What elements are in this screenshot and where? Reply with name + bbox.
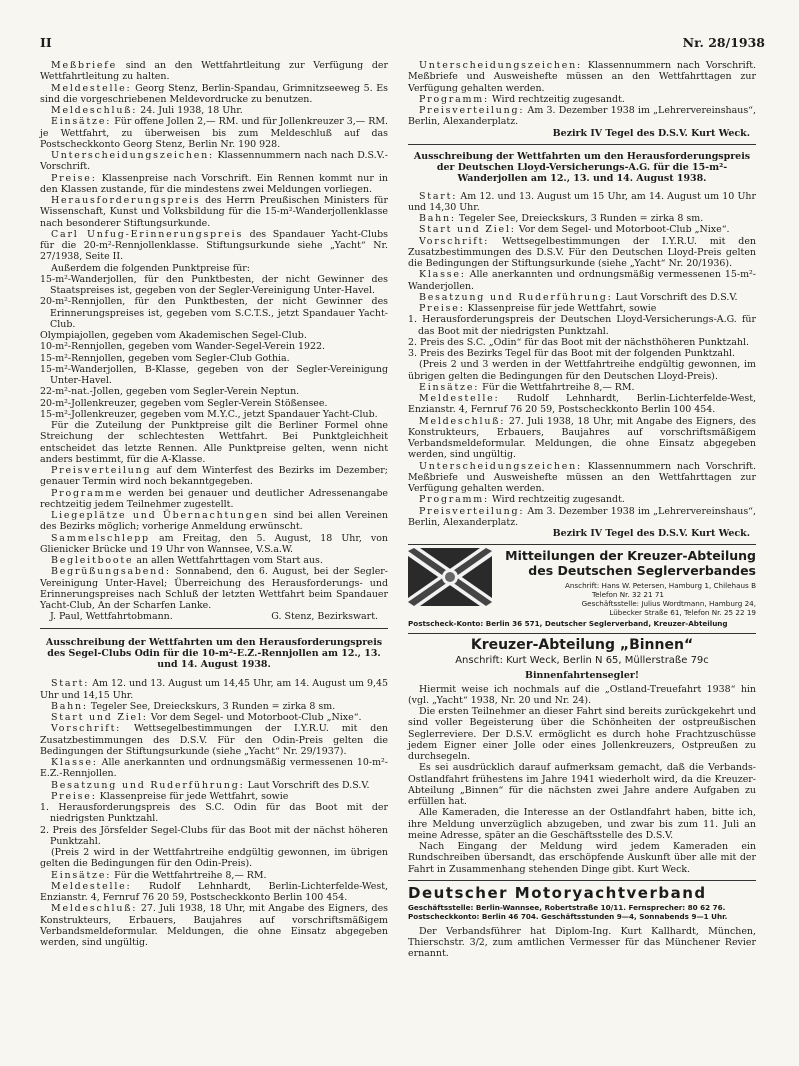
right-column xyxy=(408,60,756,960)
issue-number: Nr. 28/1938 xyxy=(682,35,765,50)
paragraph xyxy=(40,555,388,566)
list-item: 1. Herausforderungspreis der Deutschen Lloyd-Versicherungs-A.G. für das Boot mit der niedrigsten Punktzahl. xyxy=(408,314,756,337)
paragraph-text: Klassennummern nach Vorschrift. Meßbriefe und Ausweishefte müssen an den Wettfahrttagen zur Verfügung gehalten werden. xyxy=(408,460,756,494)
paragraph-keyword: Bahn: xyxy=(51,700,88,712)
left-column xyxy=(40,60,388,948)
paragraph-keyword: Meßbriefe xyxy=(51,60,117,71)
paragraph-keyword: Vorschrift: xyxy=(419,235,490,247)
paragraph xyxy=(40,116,388,150)
paragraph-text: auf dem Winterfest des Bezirks im Dezember; genauer Termin wird noch bekanntgegeben. xyxy=(40,465,388,488)
paragraph-keyword: Einsätze: xyxy=(419,381,480,393)
kreuzer-abteilung-box xyxy=(408,548,756,617)
paragraph-keyword: Start und Ziel: xyxy=(419,224,516,236)
burgee-flag-icon xyxy=(408,548,492,606)
announcement-prev-tail xyxy=(408,60,756,128)
list-item: 2. Preis des Jörsfelder Segel-Clubs für das Boot mit der nächst höheren Punktzahl. xyxy=(40,824,388,847)
paragraph-text: Alle anerkannten und ordnungsmäßig vermessenen 10-m²-E.Z.-Rennjollen. xyxy=(40,757,388,780)
paragraph xyxy=(40,488,388,511)
signature-paul: J. Paul, Wettfahrtobmann. xyxy=(50,611,173,623)
postscheck-line: Postscheck-Konto: Berlin 36 571, Deutscher Seglerverband, Kreuzer-Abteilung xyxy=(408,619,728,629)
paragraph xyxy=(40,712,388,723)
paragraph xyxy=(40,780,388,791)
paragraph xyxy=(40,465,388,488)
paragraph xyxy=(408,359,756,382)
list-item: 15-m²-Jollenkreuzer, gegeben vom M.Y.C., jetzt Spandauer Yacht-Club. xyxy=(40,408,378,420)
odin-prize-list xyxy=(40,802,388,847)
paragraph-keyword: Herausforderungspreis xyxy=(51,195,201,206)
binnen-address: Anschrift: Kurt Weck, Berlin N 65, Müllerstraße 79c xyxy=(455,655,709,667)
address-line: Geschäftsstelle: Julius Wordtmann, Hamburg 24, xyxy=(581,599,756,609)
paragraph-keyword: Preisverteilung: xyxy=(419,105,525,116)
paragraph-text: am Freitag, den 5. August, 18 Uhr, von Glienicker Brücke und 19 Uhr von Wannsee, V.S.a.W. xyxy=(40,532,388,555)
announcement-odin-b xyxy=(40,847,388,948)
dmyv-account: Postscheckkonto: Berlin 46 704. Geschäftsstunden 9—4, Sonnabends 9—1 Uhr. xyxy=(408,911,728,921)
paragraph-keyword: Meldeschluß: xyxy=(51,105,138,116)
paragraph-keyword: Bahn: xyxy=(419,213,456,224)
signature-bezirk-2: Bezirk IV Tegel des D.S.V. Kurt Weck. xyxy=(552,528,750,539)
paragraph xyxy=(408,461,756,495)
paragraph-text: (Preis 2 wird in der Wettfahrtreihe endgültig gewonnen, im übrigen gelten die Bedingungen für den Odin-Preis). xyxy=(40,847,388,870)
announcement-lloyd xyxy=(408,191,756,315)
paragraph xyxy=(408,494,756,505)
paragraph-text: Georg Stenz, Berlin-Spandau, Grimnitzseeweg 5. Es sind die vorgeschriebenen Meldevordrucke zu benutzen. xyxy=(40,82,388,105)
paragraph: Es sei ausdrücklich darauf aufmerksam gemacht, daß die Verbands-Ostlandfahrt frühestens im Jahre 1941 wiederholt wird, da die Kreuzer-Abteilung „Binnen“ für die nächsten zwei Jahre andere Aufgaben zu erfüllen hat. xyxy=(408,762,756,807)
divider xyxy=(408,144,756,145)
paragraph-keyword: Einsätze: xyxy=(51,116,112,128)
paragraph-text: des Herrn Preußischen Ministers für Wissenschaft, Kunst und Volksbildung für die 15-m²-Wanderjollenklasse nach besonderer Stiftungsurkunde. xyxy=(40,195,388,229)
paragraph-text: 27. Juli 1938, 18 Uhr, mit Angabe des Eigners, des Konstrukteurs, Erbauers, Baujahres auf vorschriftsmäßigem Verbandsmeldeformular. Meldungen, die ohne Einsatz abgegeben werden, sind ungültig. xyxy=(408,415,756,461)
paragraph-keyword: Sammelschlepp xyxy=(51,532,150,544)
paragraph-keyword: Programm: xyxy=(419,494,490,506)
paragraph-text: 27. Juli 1938, 18 Uhr, mit Angabe des Eigners, des Konstrukteurs, Erbauers, Baujahres auf vorschriftsmäßigem Verbandsmeldeformular. Meldungen, die ohne Einsatz abgegeben werden, sind ungültig. xyxy=(40,903,388,948)
paragraph xyxy=(408,236,756,270)
signature-stenz: G. Stenz, Bezirkswart. xyxy=(271,611,378,623)
paragraph-text: Vor dem Segel- und Motorboot-Club „Nixe“. xyxy=(147,712,362,723)
paragraph xyxy=(408,506,756,529)
divider xyxy=(408,544,756,545)
list-item: 2. Preis des S.C. „Odin“ für das Boot mit der nächsthöheren Punktzahl. xyxy=(408,336,749,348)
heading-lloyd: Ausschreibung der Wettfahrten um den Herausforderungspreis der Deutschen Lloyd-Versicherungs-A.G. für die 15-m²-Wanderjollen am 12., 13. und 14. August 1938. xyxy=(413,150,751,185)
paragraph-text: Für die Wettfahrtreihe 8,— RM. xyxy=(111,869,267,881)
paragraph-text: Am 12. und 13. August um 15 Uhr, am 14. August um 10 Uhr und 14,30 Uhr. xyxy=(408,190,756,213)
announcement-lloyd-b xyxy=(408,359,756,528)
paragraph-text: Am 3. Dezember 1938 im „Lehrervereinshaus“, Berlin, Alexanderplatz. xyxy=(408,105,756,128)
paragraph: Hiermit weise ich nochmals auf die „Ostland-Treuefahrt 1938“ hin (vgl. „Yacht“ 1938, Nr. 20 und Nr. 24). xyxy=(408,683,756,706)
paragraph xyxy=(40,678,388,701)
paragraph-keyword: Preise: xyxy=(51,790,97,802)
paragraph xyxy=(408,213,756,224)
divider xyxy=(408,633,756,634)
address-line: Lübecker Straße 61, Telefon Nr. 25 22 19 xyxy=(609,608,756,618)
list-item: 3. Preis des Bezirks Tegel für das Boot mit der folgenden Punktzahl. xyxy=(408,348,736,359)
paragraph-keyword: Meldestelle: xyxy=(51,880,132,892)
paragraph xyxy=(408,191,756,214)
paragraph xyxy=(40,791,388,802)
signature-bezirk-1: Bezirk IV Tegel des D.S.V. Kurt Weck. xyxy=(552,127,750,139)
paragraph xyxy=(40,903,388,948)
paragraph-text: Klassenpreise nach Vorschrift. Ein Rennen kommt nur in den Klassen zustande, für die mindestens zwei Meldungen vorliegen. xyxy=(40,172,388,195)
paragraph-text: 24. Juli 1938, 18 Uhr. xyxy=(137,105,243,116)
paragraph-text: Am 12. und 13. August um 14,45 Uhr, am 14. August um 9,45 Uhr und 14,15 Uhr. xyxy=(40,678,388,701)
paragraph xyxy=(408,94,756,105)
paragraph-keyword: Einsätze: xyxy=(51,869,112,881)
paragraph-text: an allen Wettfahrttagen vom Start aus. xyxy=(133,555,323,566)
address-line: Telefon Nr. 32 21 71 xyxy=(591,590,665,600)
paragraph-text: Laut Vorschrift des D.S.V. xyxy=(612,291,738,303)
paragraph-text: Klassennummern nach nach D.S.V.-Vorschrift. xyxy=(40,150,388,173)
paragraph-text: Außerdem die folgenden Punktpreise für: xyxy=(51,262,250,274)
paragraph xyxy=(40,723,388,757)
paragraph-text: Wird rechtzeitig zugesandt. xyxy=(489,494,625,506)
binnen-subtitle: Binnenfahrtensegler! xyxy=(524,670,639,682)
list-item: 15-m²-Rennjollen, gegeben vom Segler-Club Gothia. xyxy=(40,352,290,364)
paragraph: Nach Eingang der Meldung wird jedem Kameraden ein Rundschreiben übersandt, das erschöpfende Auskunft über alle mit der Fahrt in Zusammenhang stehenden Dinge gibt. Kurt Weck. xyxy=(408,841,756,875)
paragraph: Alle Kameraden, die Interesse an der Ostlandfahrt haben, bitte ich, ihre Meldung unverzüglich abzugeben, und zwar bis zum 11. Juli an meine Adresse, später an die Geschäftsstelle des D.S.V. xyxy=(408,807,756,841)
paragraph xyxy=(40,105,388,116)
paragraph xyxy=(40,173,388,196)
paragraph-text: Alle anerkannten und ordnungsmäßig vermessenen 15-m²-Wanderjollen. xyxy=(408,269,756,292)
paragraph-text: sind an den Wettfahrtleitung zur Verfügung der Wettfahrtleitung zu halten. xyxy=(40,60,388,83)
paragraph-text: Für offene Jollen 2,— RM. und für Jollenkreuzer 3,— RM. je Wettfahrt, zu überweisen bis zum Meldeschluß auf das Postscheckkonto Georg Stenz, Berlin Nr. 190 928. xyxy=(40,116,388,150)
address-line: Anschrift: Hans W. Petersen, Hamburg 1, Chilehaus B xyxy=(564,581,756,591)
list-item: 15-m²-Wanderjollen, B-Klasse, gegeben von der Segler-Vereinigung Unter-Havel. xyxy=(40,363,388,386)
list-item: Olympiajollen, gegeben vom Akademischen Segel-Club. xyxy=(40,330,307,341)
paragraph xyxy=(408,105,756,128)
paragraph-text: (Preis 2 und 3 werden in der Wettfahrtreihe endgültig gewonnen, im übrigen gelten die Bedingungen für den Deutschen Lloyd-Preis). xyxy=(408,359,756,382)
paragraph: Die ersten Teilnehmer an dieser Fahrt sind bereits zurückgekehrt und sind voller Begeisterung über die Schönheiten der ostpreußischen Seglerreviere. Der D.S.V. ermöglicht es durch hohe Frachtzuschüsse jedem Eigner einer Jolle oder eines Jollenkreuzers, Ostpreußen zu durchsegeln. xyxy=(408,706,756,762)
paragraph xyxy=(40,510,388,533)
paragraph-text: Wettsegelbestimmungen der I.Y.R.U. mit den Zusatzbestimmungen des D.S.V. Für den Odin-Preis gelten die Bedingungen der Stiftungsurkunde (siehe „Yacht“ Nr. 29/1937). xyxy=(40,723,388,757)
paragraph-keyword: Preisverteilung: xyxy=(419,505,525,517)
paragraph-keyword: Preisverteilung xyxy=(51,465,152,476)
paragraph-text: Rudolf Lehnhardt, Berlin-Lichterfelde-West, Enzianstr. 4, Fernruf 76 20 59, Postscheckkonto Berlin 100 454. xyxy=(408,393,756,416)
paragraph-keyword: Start: xyxy=(51,678,90,690)
paragraph xyxy=(40,881,388,904)
paragraph-text: Klassenpreise für jede Wettfahrt, sowie xyxy=(96,790,289,802)
announcement-odin xyxy=(40,678,388,802)
paragraph-text: Sonnabend, den 6. August, bei der Segler-Vereinigung Unter-Havel; Überreichung des Herausforderungs- und Erinnerungspreises nach Schluß der letzten Wettfahrt beim Spandauer Yacht-Club, An der Scharfen Lanke. xyxy=(40,566,388,611)
signatures-1 xyxy=(40,611,388,622)
list-item: 22-m²-nat.-Jollen, gegeben vom Segler-Verein Neptun. xyxy=(40,386,300,398)
list-item: 10-m²-Rennjollen, gegeben vom Wander-Segel-Verein 1922. xyxy=(40,341,326,353)
paragraph-keyword: Meldeschluß: xyxy=(419,415,506,427)
paragraph-text: Klassennummern nach Vorschrift. Meßbriefe und Ausweishefte müssen an den Wettfahrttagen zur Verfügung gehalten werden. xyxy=(408,60,756,94)
paragraph-keyword: Meldestelle: xyxy=(419,393,500,404)
paragraph xyxy=(408,303,756,314)
paragraph-text: sind bei allen Vereinen des Bezirks möglich; vorherige Anmeldung erwünscht. xyxy=(40,510,389,533)
paragraph xyxy=(408,292,756,303)
paragraph-keyword: Unterscheidungszeichen: xyxy=(419,460,582,472)
dmyv-title: Deutscher Motoryachtverband xyxy=(408,883,707,902)
paragraph-keyword: Programme xyxy=(51,487,124,499)
paragraph-keyword: Unterscheidungszeichen: xyxy=(419,60,582,71)
dmyv-office: Geschäftsstelle: Berlin-Wannsee, Robertstraße 10/11. Fernsprecher: 80 62 76. xyxy=(408,902,726,912)
paragraph-text: Vor dem Segel- und Motorboot-Club „Nixe“. xyxy=(515,224,730,236)
announcement-1-tail xyxy=(40,60,388,274)
paragraph-keyword: Start und Ziel: xyxy=(51,712,148,723)
paragraph-text: Tegeler See, Dreieckskurs, 3 Runden = zirka 8 sm. xyxy=(455,213,704,224)
paragraph-keyword: Besatzung und Ruderführung: xyxy=(51,779,245,791)
paragraph-keyword: Preise: xyxy=(51,172,97,184)
paragraph xyxy=(40,195,388,229)
paragraph-text: Tegeler See, Dreieckskurs, 3 Runden = zirka 8 sm. xyxy=(87,700,336,712)
paragraph xyxy=(40,701,388,712)
paragraph-text: des Spandauer Yacht-Clubs für die 20-m²-Rennjollenklasse. Stiftungsurkunde siehe „Yacht“ Nr. 27/1938, Seite II. xyxy=(40,228,388,263)
divider xyxy=(40,628,388,629)
paragraph xyxy=(408,382,756,393)
list-item: 15-m²-Wanderjollen, für den Punktbesten, der nicht Gewinner des Staatspreises ist, gegeben von der Segler-Vereinigung Unter-Havel. xyxy=(40,273,388,296)
paragraph xyxy=(408,60,756,94)
paragraph xyxy=(40,870,388,881)
paragraph-keyword: Liegeplätze und Übernachtungen xyxy=(51,510,269,521)
binnen-title: Kreuzer-Abteilung „Binnen“ xyxy=(470,637,694,654)
paragraph-text: Am 3. Dezember 1938 im „Lehrervereinshaus“, Berlin, Alexanderplatz. xyxy=(408,505,756,528)
paragraph-keyword: Meldeschluß: xyxy=(51,903,138,915)
paragraph-text: Wird rechtzeitig zugesandt. xyxy=(489,93,625,105)
mitteilungen-subtitle: des Deutschen Seglerverbandes xyxy=(528,563,756,579)
paragraph-keyword: Start: xyxy=(419,190,458,202)
paragraph xyxy=(40,263,388,274)
paragraph-keyword: Vorschrift: xyxy=(51,723,122,735)
mitteilungen-title: Mitteilungen der Kreuzer-Abteilung xyxy=(505,548,756,564)
paragraph xyxy=(408,269,756,292)
paragraph-keyword: Programm: xyxy=(419,93,490,105)
paragraph-text: Wettsegelbestimmungen der I.Y.R.U. mit den Zusatzbestimmungen des D.S.V. Für den Deutschen Lloyd-Preis gelten die Bedingungen der Stiftungsurkunde (siehe „Yacht“ Nr. 20/1936). xyxy=(408,235,756,269)
paragraph xyxy=(408,393,756,416)
paragraph xyxy=(40,533,388,556)
paragraph xyxy=(40,150,388,173)
page-number: II xyxy=(40,35,52,50)
paragraph-keyword: Begleitboote xyxy=(51,555,134,566)
paragraph-text: Für die Wettfahrtreihe 8,— RM. xyxy=(479,381,635,393)
paragraph-keyword: Klasse: xyxy=(51,757,98,768)
paragraph xyxy=(40,229,388,263)
list-item: 1. Herausforderungspreis des S.C. Odin für das Boot mit der niedrigsten Punktzahl. xyxy=(40,802,388,825)
paragraph-keyword: Besatzung und Ruderführung: xyxy=(419,291,613,303)
paragraph xyxy=(40,566,388,611)
paragraph xyxy=(40,420,388,465)
paragraph-text: Laut Vorschrift des D.S.V. xyxy=(244,779,370,791)
punktpreis-list xyxy=(40,274,388,420)
binnen-text xyxy=(408,684,756,875)
paragraph xyxy=(408,416,756,461)
list-item: 20-m²-Rennjollen, für den Punktbesten, der nicht Gewinner des Erinnerungspreises ist, gegeben vom S.C.T.S., jetzt Spandauer Yacht-Club. xyxy=(40,296,388,330)
paragraph xyxy=(408,224,756,235)
paragraph-text: Klassenpreise für jede Wettfahrt, sowie xyxy=(464,303,657,314)
paragraph xyxy=(40,83,388,106)
paragraph xyxy=(40,847,388,870)
paragraph-text: werden bei genauer und deutlicher Adressenangabe rechtzeitig jedem Teilnehmer zugestellt. xyxy=(40,487,388,510)
announcement-1-after xyxy=(40,420,388,611)
paragraph xyxy=(40,757,388,780)
paragraph-keyword: Klasse: xyxy=(419,269,466,281)
divider xyxy=(408,880,756,881)
paragraph-text: Rudolf Lehnhardt, Berlin-Lichterfelde-West, Enzianstr. 4, Fernruf 76 20 59, Postscheckkonto Berlin 100 454. xyxy=(40,880,388,903)
paragraph-keyword: Unterscheidungszeichen: xyxy=(51,150,214,161)
paragraph-keyword: Preise: xyxy=(419,303,465,314)
paragraph-keyword: Meldestelle: xyxy=(51,82,132,94)
paragraph xyxy=(40,60,388,83)
list-item: 20-m²-Jollenkreuzer, gegeben vom Segler-Verein Stößensee. xyxy=(40,397,328,409)
paragraph-keyword: Begrüßungsabend: xyxy=(51,566,171,578)
lloyd-prize-list xyxy=(408,314,756,359)
heading-odin: Ausschreibung der Wettfahrten um den Herausforderungspreis des Segel-Clubs Odin für die 10-m²-E.Z.-Rennjollen am 12., 13. und 14. August 1938. xyxy=(45,636,383,670)
paragraph-keyword: Carl Unfug-Erinnerungspreis xyxy=(51,228,244,240)
dmyv-text: Der Verbandsführer hat Diplom-Ing. Kurt Kallhardt, München, Thierschstr. 3/2, zum amtlichen Vermesser für das Münchener Revier ernannt. xyxy=(408,925,756,960)
paragraph-text: Für die Zuteilung der Punktpreise gilt die Berliner Formel ohne Streichung der schlechtesten Wettfahrt. Bei Punktgleichheit entscheidet das letzte Rennen. Alle Punktpreise gelten, wenn nicht anders bestimmt, für die A-Klasse. xyxy=(40,420,388,465)
